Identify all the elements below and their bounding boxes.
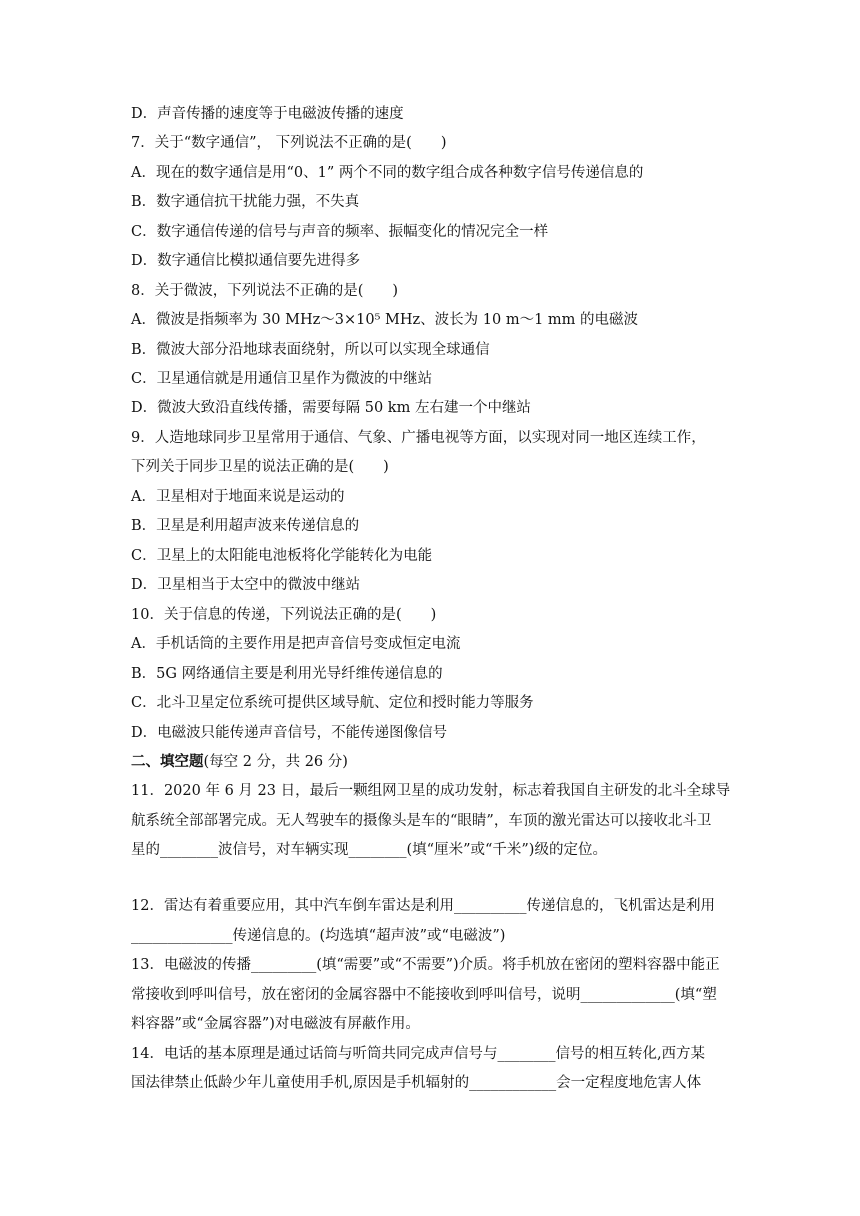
section-note: (每空 2 分，共 26 分) bbox=[203, 754, 348, 770]
option-7a: A．现在的数字通信是用“0、1” 两个不同的数字组合成各种数字信号传递信息的 bbox=[131, 165, 644, 181]
question-11-line2: 航系统全部部署完成。无人驾驶车的摄像头是车的“眼睛”，车顶的激光雷达可以接收北斗卫 bbox=[131, 813, 712, 829]
question-7: 7．关于“数字通信”， 下列说法不正确的是( ) bbox=[131, 135, 447, 151]
option-8d: D．微波大致沿直线传播，需要每隔 50 km 左右建一个中继站 bbox=[131, 400, 531, 416]
option-9a: A．卫星相对于地面来说是运动的 bbox=[131, 489, 345, 505]
option-10a: A．手机话筒的主要作用是把声音信号变成恒定电流 bbox=[131, 636, 461, 652]
question-13-line3: 料容器”或“金属容器”)对电磁波有屏蔽作用。 bbox=[131, 1016, 420, 1032]
option-7c: C．数字通信传递的信号与声音的频率、振幅变化的情况完全一样 bbox=[131, 224, 549, 240]
option-8a: A．微波是指频率为 30 MHz～3×10⁵ MHz、波长为 10 m～1 mm 的电磁波 bbox=[131, 312, 639, 328]
option-10d: D．电磁波只能传递声音信号，不能传递图像信号 bbox=[131, 725, 448, 741]
section-title: 二、填空题 bbox=[131, 753, 204, 770]
option-6d: D．声音传播的速度等于电磁波传播的速度 bbox=[131, 106, 404, 122]
question-13-line1: 13．电磁波的传播_________(填“需要”或“不需要”)介质。将手机放在密闭的塑料容器中能正 bbox=[131, 957, 720, 973]
option-10b: B．5G 网络通信主要是利用光导纤维传递信息的 bbox=[131, 666, 443, 682]
option-9b: B．卫星是利用超声波来传递信息的 bbox=[131, 518, 360, 534]
question-14-line1: 14．电话的基本原理是通过话筒与听筒共同完成声信号与________信号的相互转化,西方某 bbox=[131, 1046, 706, 1062]
section-heading-fill-in bbox=[131, 752, 741, 772]
question-11-line1: 11．2020 年 6 月 23 日，最后一颗组网卫星的成功发射，标志着我国自主研发的北斗全球导 bbox=[131, 783, 731, 799]
question-14-line2: 国法律禁止低龄少年儿童使用手机,原因是手机辐射的____________会一定程度地危害人体 bbox=[131, 1075, 702, 1091]
option-7b: B．数字通信抗干扰能力强，不失真 bbox=[131, 194, 360, 210]
option-9c: C．卫星上的太阳能电池板将化学能转化为电能 bbox=[131, 548, 433, 564]
question-11-line3: 星的________波信号，对车辆实现________(填“厘米”或“千米”)级的定位。 bbox=[131, 842, 607, 858]
question-12-line1: 12．雷达有着重要应用，其中汽车倒车雷达是利用__________传递信息的，飞机雷达是利用 bbox=[131, 898, 715, 914]
question-8: 8．关于微波，下列说法不正确的是( ) bbox=[131, 283, 399, 299]
option-8c: C．卫星通信就是用通信卫星作为微波的中继站 bbox=[131, 371, 433, 387]
question-13-line2: 常接收到呼叫信号，放在密闭的金属容器中不能接收到呼叫信号，说明_____________(填“塑 bbox=[131, 987, 717, 1003]
question-12-line2: ______________传递信息的。(均选填“超声波”或“电磁波”) bbox=[131, 928, 506, 944]
question-10: 10．关于信息的传递，下列说法正确的是( ) bbox=[131, 607, 437, 623]
question-9-line2: 下列关于同步卫星的说法正确的是( ) bbox=[131, 459, 389, 475]
option-7d: D．数字通信比模拟通信要先进得多 bbox=[131, 253, 361, 269]
option-10c: C．北斗卫星定位系统可提供区域导航、定位和授时能力等服务 bbox=[131, 695, 534, 711]
option-9d: D．卫星相当于太空中的微波中继站 bbox=[131, 577, 361, 593]
question-9-line1: 9．人造地球同步卫星常用于通信、气象、广播电视等方面，以实现对同一地区连续工作， bbox=[131, 430, 706, 446]
option-8b: B．微波大部分沿地球表面绕射，所以可以实现全球通信 bbox=[131, 342, 490, 358]
